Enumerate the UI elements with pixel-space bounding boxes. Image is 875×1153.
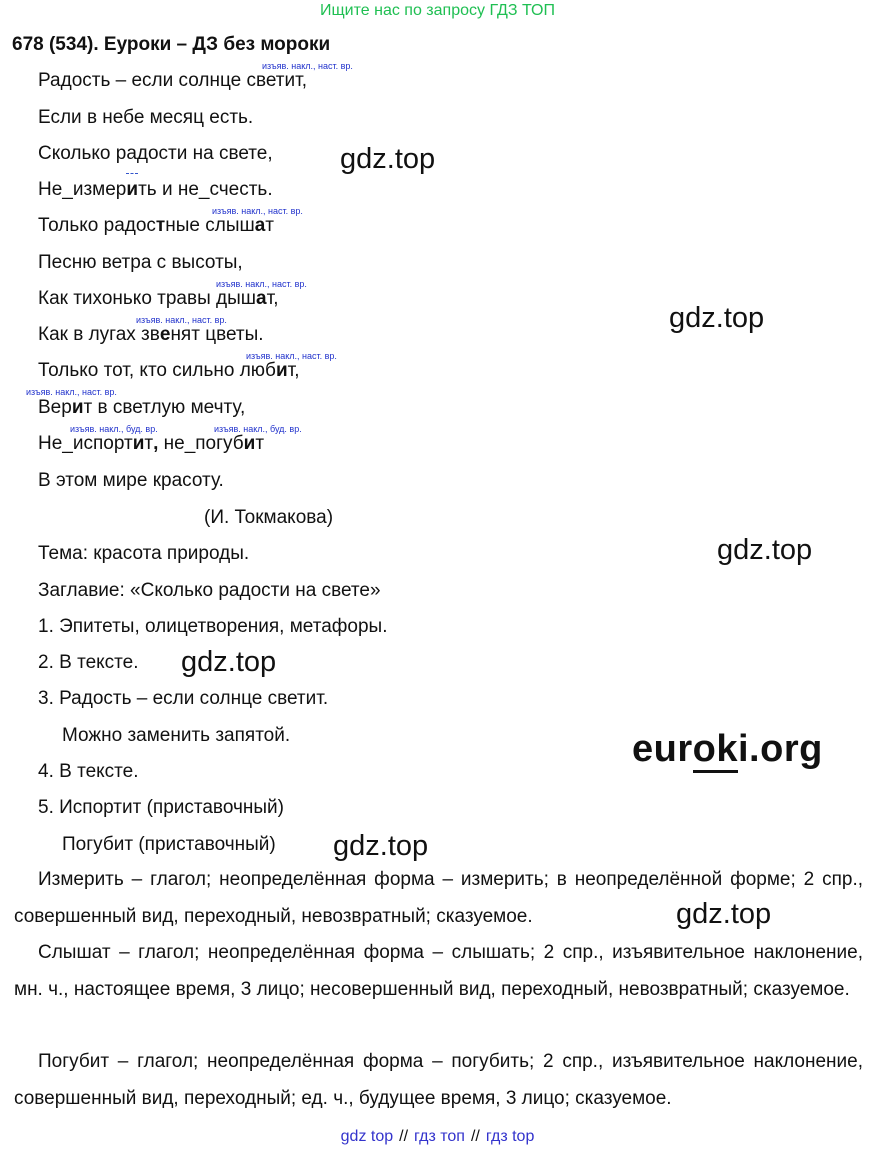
poem-line: Если в небе месяц есть. xyxy=(38,107,254,128)
watermark: gdz.top xyxy=(669,302,765,334)
poem-line: В этом мире красоту. xyxy=(38,470,224,491)
poem-line: Сколько радости на свете, xyxy=(38,143,273,164)
grammar-note: изъяв. накл., наст. вр. xyxy=(216,279,307,289)
watermark: gdz.top xyxy=(676,898,772,930)
parse-paragraph: Измерить – глагол; неопределённая форма – измерить; в неопределённой форме; 2 спр., совершенный вид, переходный, невозвратный; сказуемое. xyxy=(14,869,863,927)
poem-line: Как тихонько травы дышат, xyxy=(38,288,279,309)
exercise-heading: 678 (534). Еуроки – ДЗ без мороки xyxy=(12,34,331,55)
answer-title: Заглавие: «Сколько радости на свете» xyxy=(38,580,381,601)
poem-line: Песню ветра с высоты, xyxy=(38,252,243,273)
grammar-note: изъяв. накл., буд. вр. xyxy=(70,424,158,434)
watermark: gdz.top xyxy=(333,830,429,862)
grammar-note: изъяв. накл., наст. вр. xyxy=(262,61,353,71)
footer: gdz top // гдз топ // гдз top xyxy=(340,1128,535,1145)
watermark: gdz.top xyxy=(181,646,277,678)
footer-link[interactable]: gdz top xyxy=(340,1128,394,1145)
poem-line: Не_измерить и не_счесть. xyxy=(38,179,273,200)
parse-paragraph: Слышат – глагол; неопределённая форма – слышать; 2 спр., изъявительное наклонение, мн. ч., настоящее время, 3 лицо; несовершенный вид, переходный, невозвратный; сказуемое. xyxy=(14,942,863,1000)
answer-item: 5. Испортит (приставочный) xyxy=(38,797,284,818)
poem-line: Только тот, кто сильно любит, xyxy=(38,360,300,381)
grammar-note: изъяв. накл., наст. вр. xyxy=(246,351,337,361)
parse-paragraph: Погубит – глагол; неопределённая форма – погубить; 2 спр., изъявительное наклонение, совершенный вид, переходный; ед. ч., будущее время, 3 лицо; сказуемое. xyxy=(14,1051,863,1109)
footer-link[interactable]: гдз топ xyxy=(414,1128,465,1145)
poem-line: Радость – если солнце светит, xyxy=(38,70,307,91)
answer-theme: Тема: красота природы. xyxy=(38,543,250,564)
grammar-note: изъяв. накл., наст. вр. xyxy=(26,387,117,397)
answer-item: 4. В тексте. xyxy=(38,761,139,782)
answer-item: 2. В тексте. xyxy=(38,652,139,673)
answer-item: 1. Эпитеты, олицетворения, метафоры. xyxy=(38,616,388,637)
top-banner: Ищите нас по запросу ГДЗ ТОП xyxy=(320,2,555,19)
watermark: gdz.top xyxy=(717,534,813,566)
poem-line: Как в лугах звенят цветы. xyxy=(38,324,264,345)
grammar-note: изъяв. накл., наст. вр. xyxy=(136,315,227,325)
grammar-note: изъяв. накл., наст. вр. xyxy=(212,206,303,216)
answer-item: Погубит (приставочный) xyxy=(62,834,276,855)
footer-link[interactable]: гдз top xyxy=(485,1128,535,1145)
answer-item: 3. Радость – если солнце светит. xyxy=(38,688,329,709)
grammar-note: изъяв. накл., буд. вр. xyxy=(214,424,302,434)
poem-line: Верит в светлую мечту, xyxy=(38,397,246,418)
poem-author: (И. Токмакова) xyxy=(204,507,334,528)
poem-line: Не_испортит, не_погубит xyxy=(38,433,265,454)
poem-line: Только радостные слышат xyxy=(38,215,274,236)
euroki-logo: euroki.org xyxy=(632,728,823,771)
watermark: gdz.top xyxy=(340,143,436,175)
answer-item: Можно заменить запятой. xyxy=(62,725,291,746)
